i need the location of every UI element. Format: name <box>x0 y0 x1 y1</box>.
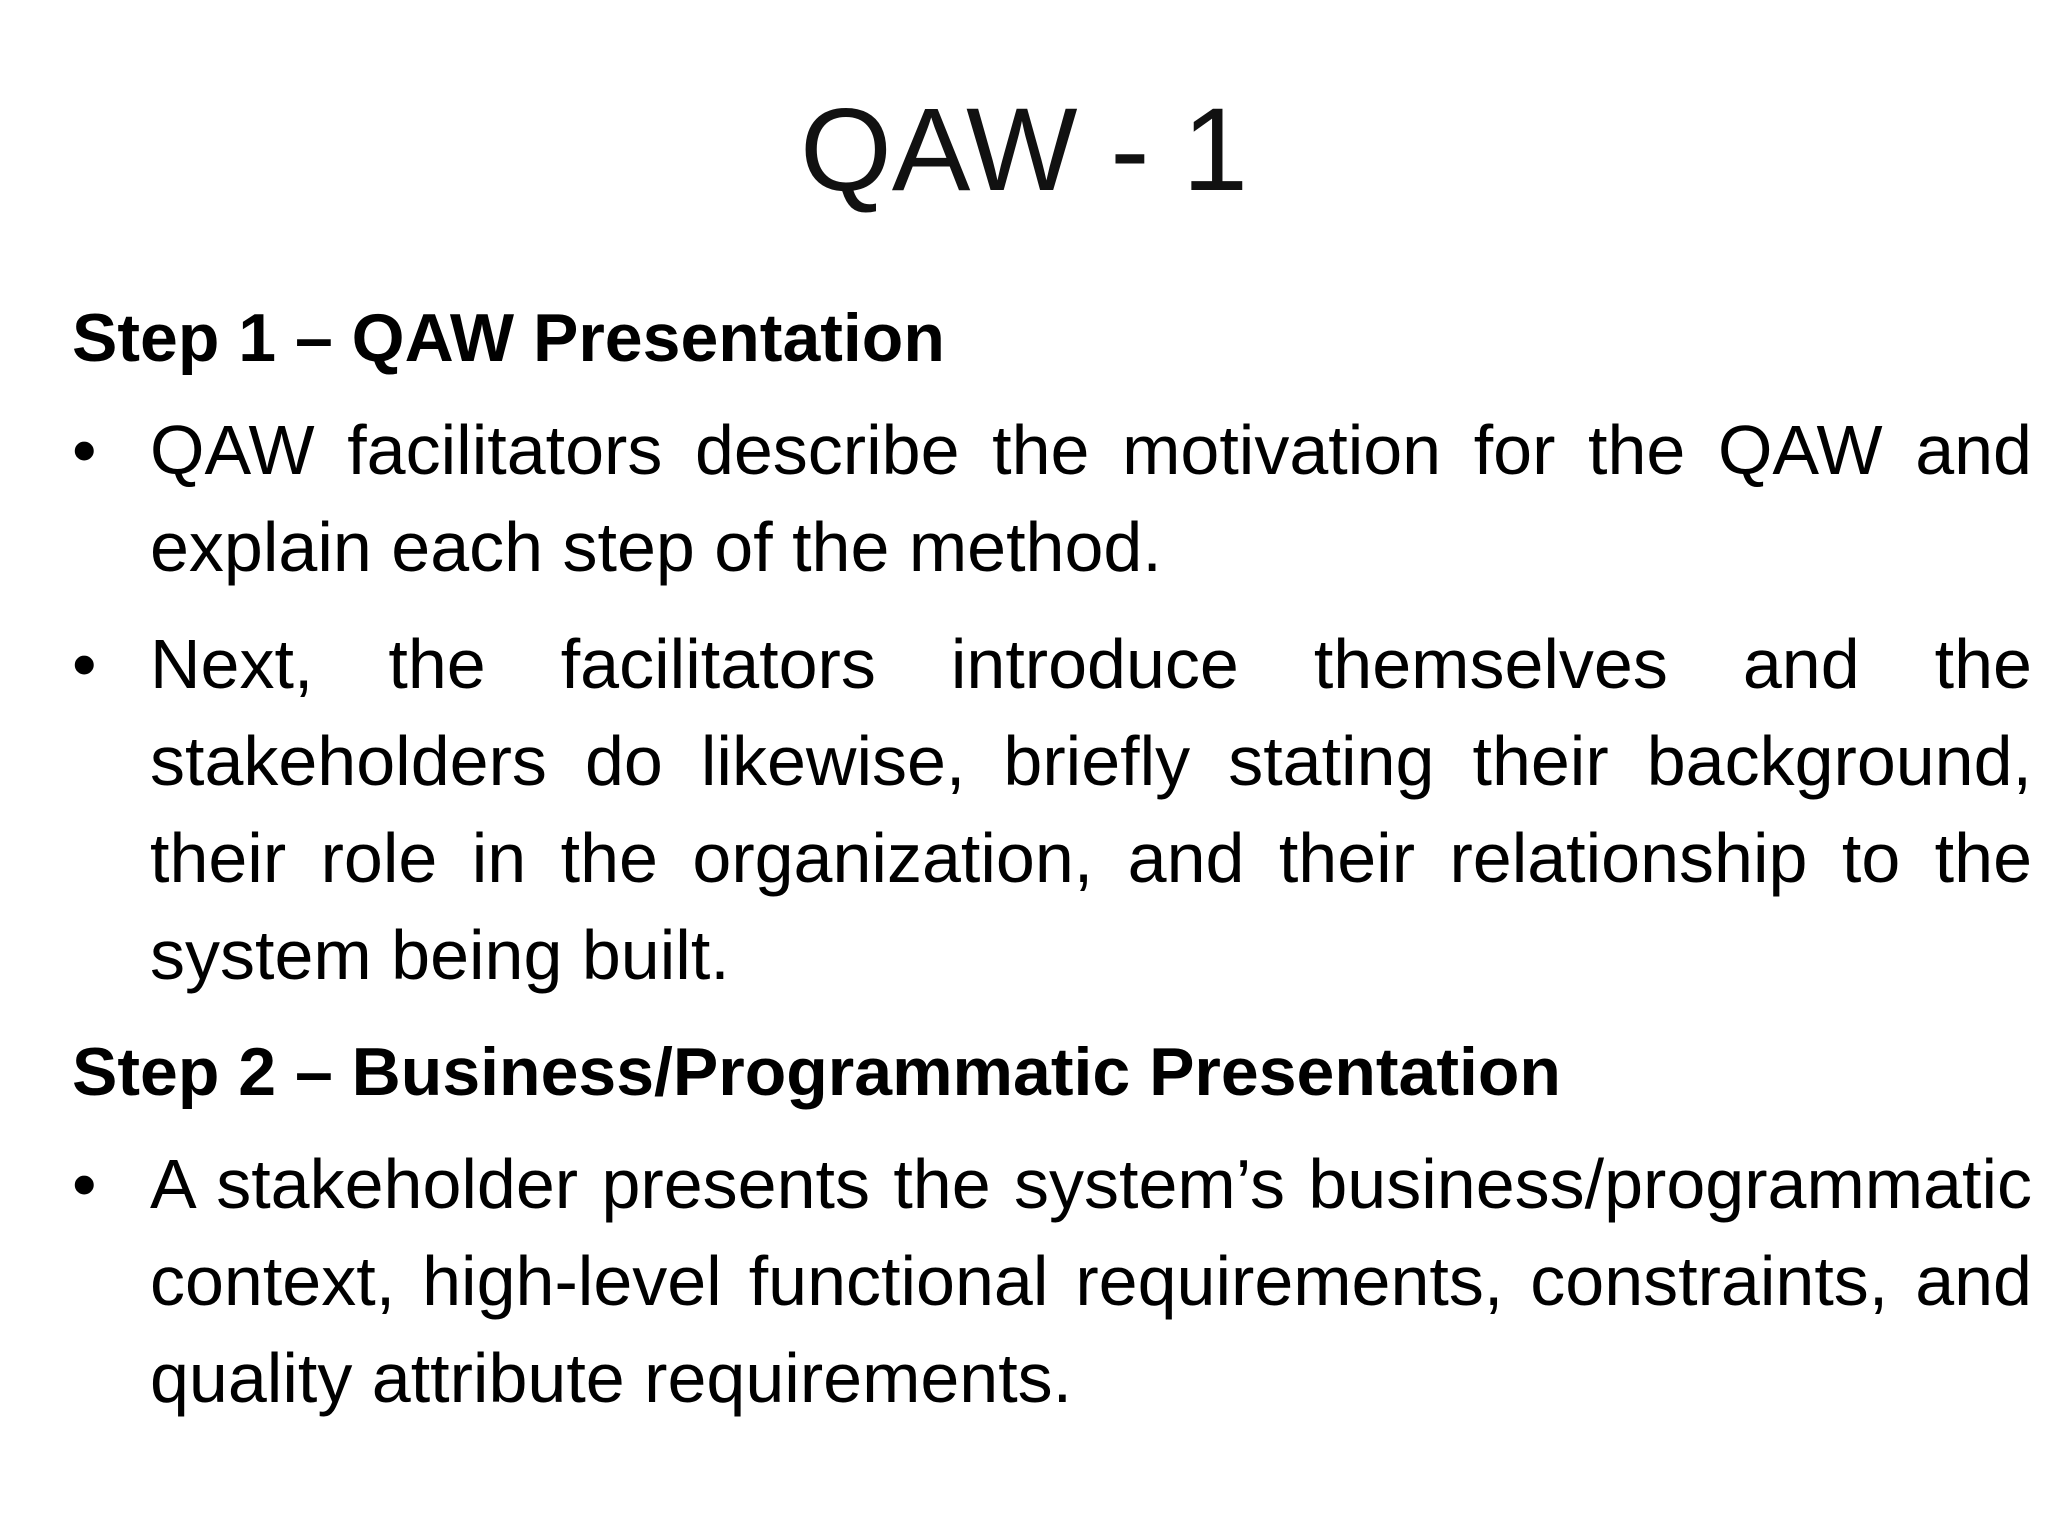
bullet-icon: • <box>72 1145 97 1223</box>
bullet-text: A stakeholder presents the system’s business/programmatic context, high-level functional requirements, constraints, and quality attribute requirements. <box>150 1145 2032 1417</box>
bullet-text: Next, the facilitators introduce themselves and the stakeholders do likewise, briefly stating their background, their role in the organization, and their relationship to the system being built. <box>150 625 2032 994</box>
step-1-heading: Step 1 – QAW Presentation <box>72 300 945 376</box>
bullet-item <box>72 402 2032 596</box>
step-2-heading: Step 2 – Business/Programmatic Presentation <box>72 1034 1561 1110</box>
bullet-icon: • <box>72 625 97 703</box>
bullet-text: QAW facilitators describe the motivation for the QAW and explain each step of the method. <box>150 411 2032 586</box>
slide-body <box>72 290 2032 1427</box>
bullet-item <box>72 616 2032 1004</box>
bullet-item <box>72 1136 2032 1427</box>
slide-title: QAW - 1 <box>800 84 1248 216</box>
bullet-icon: • <box>72 411 97 489</box>
